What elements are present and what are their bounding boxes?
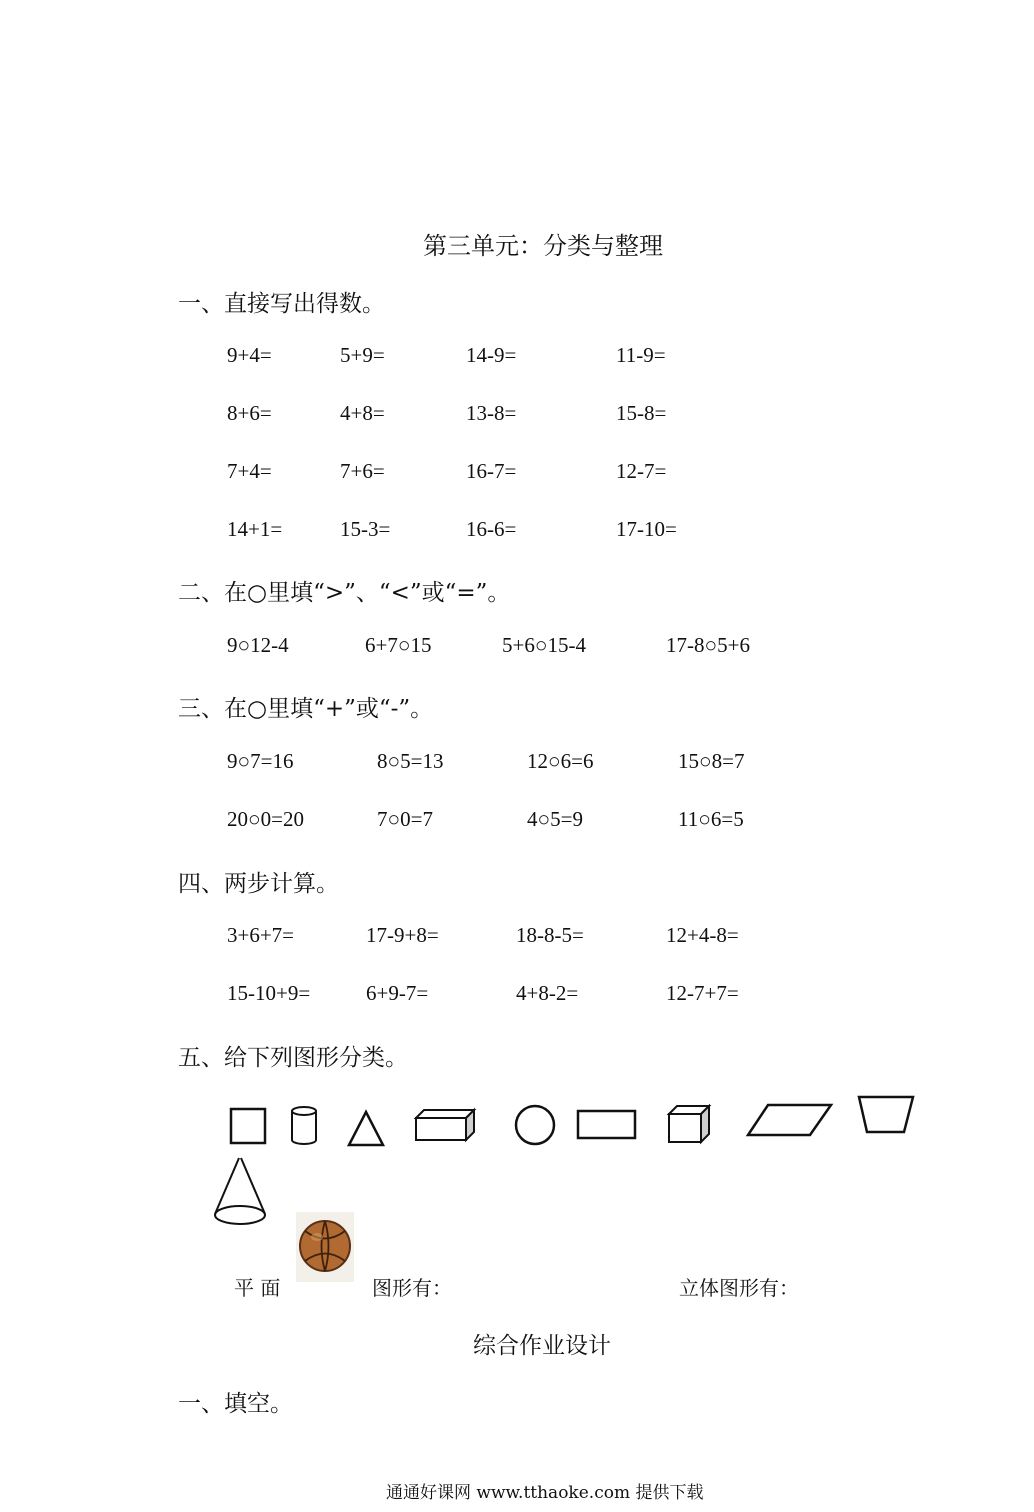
section-1-heading: 一、直接写出得数。 — [178, 291, 385, 317]
square-icon — [228, 1106, 270, 1146]
problem: 4+8-2= — [516, 981, 579, 1005]
solid-shapes-label: 立体图形有： — [679, 1276, 799, 1300]
trapezoid-icon — [855, 1094, 917, 1136]
problem: 5+6○15-4 — [502, 633, 587, 657]
cuboid-icon — [412, 1106, 478, 1144]
plane-shapes-label-suffix: 图形有： — [372, 1276, 452, 1300]
subtitle: 综合作业设计 — [473, 1333, 611, 1359]
problem: 3+6+7= — [227, 923, 295, 947]
basketball-icon — [296, 1212, 354, 1282]
problem: 12-7+7= — [666, 981, 739, 1005]
parallelogram-icon — [744, 1102, 836, 1138]
problem: 5+9= — [340, 343, 385, 367]
problem: 15○8=7 — [678, 749, 745, 773]
problem: 15-3= — [340, 517, 391, 541]
triangle-icon — [345, 1108, 387, 1148]
problem: 7○0=7 — [377, 807, 434, 831]
rectangle-icon — [575, 1108, 639, 1142]
problem: 16-6= — [466, 517, 517, 541]
problem: 17-10= — [616, 517, 677, 541]
problem: 12+4-8= — [666, 923, 739, 947]
problem: 9○12-4 — [227, 633, 289, 657]
problem: 4+8= — [340, 401, 385, 425]
problem: 9+4= — [227, 343, 272, 367]
section-2-heading: 二、在○里填“>”、“<”或“=”。 — [178, 580, 511, 606]
problem: 11-9= — [616, 343, 666, 367]
cone-icon — [210, 1154, 270, 1228]
plane-shapes-label: 平 面 — [234, 1276, 281, 1300]
circle-icon — [512, 1103, 558, 1147]
section-3-heading: 三、在○里填“+”或“-”。 — [178, 696, 434, 722]
fill-blank-heading: 一、填空。 — [178, 1391, 293, 1417]
problem: 15-8= — [616, 401, 667, 425]
cylinder-icon — [288, 1104, 320, 1146]
problem: 12-7= — [616, 459, 667, 483]
problem: 8+6= — [227, 401, 272, 425]
problem: 4○5=9 — [527, 807, 584, 831]
section-4-heading: 四、两步计算。 — [178, 871, 339, 897]
problem: 13-8= — [466, 401, 517, 425]
footer-source: 通通好课网 www.tthaoke.com 提供下载 — [386, 1483, 704, 1503]
problem: 17-8○5+6 — [666, 633, 751, 657]
cube-icon — [665, 1102, 715, 1146]
problem: 18-8-5= — [516, 923, 584, 947]
problem: 14+1= — [227, 517, 283, 541]
problem: 7+4= — [227, 459, 272, 483]
problem: 6+7○15 — [365, 633, 432, 657]
problem: 8○5=13 — [377, 749, 444, 773]
problem: 14-9= — [466, 343, 517, 367]
section-5-heading: 五、给下列图形分类。 — [178, 1045, 408, 1071]
problem: 9○7=16 — [227, 749, 294, 773]
problem: 11○6=5 — [678, 807, 744, 831]
problem: 20○0=20 — [227, 807, 305, 831]
problem: 16-7= — [466, 459, 517, 483]
problem: 6+9-7= — [366, 981, 429, 1005]
problem: 17-9+8= — [366, 923, 439, 947]
problem: 7+6= — [340, 459, 385, 483]
problem: 15-10+9= — [227, 981, 311, 1005]
problem: 12○6=6 — [527, 749, 594, 773]
page-title: 第三单元：分类与整理 — [423, 232, 663, 260]
